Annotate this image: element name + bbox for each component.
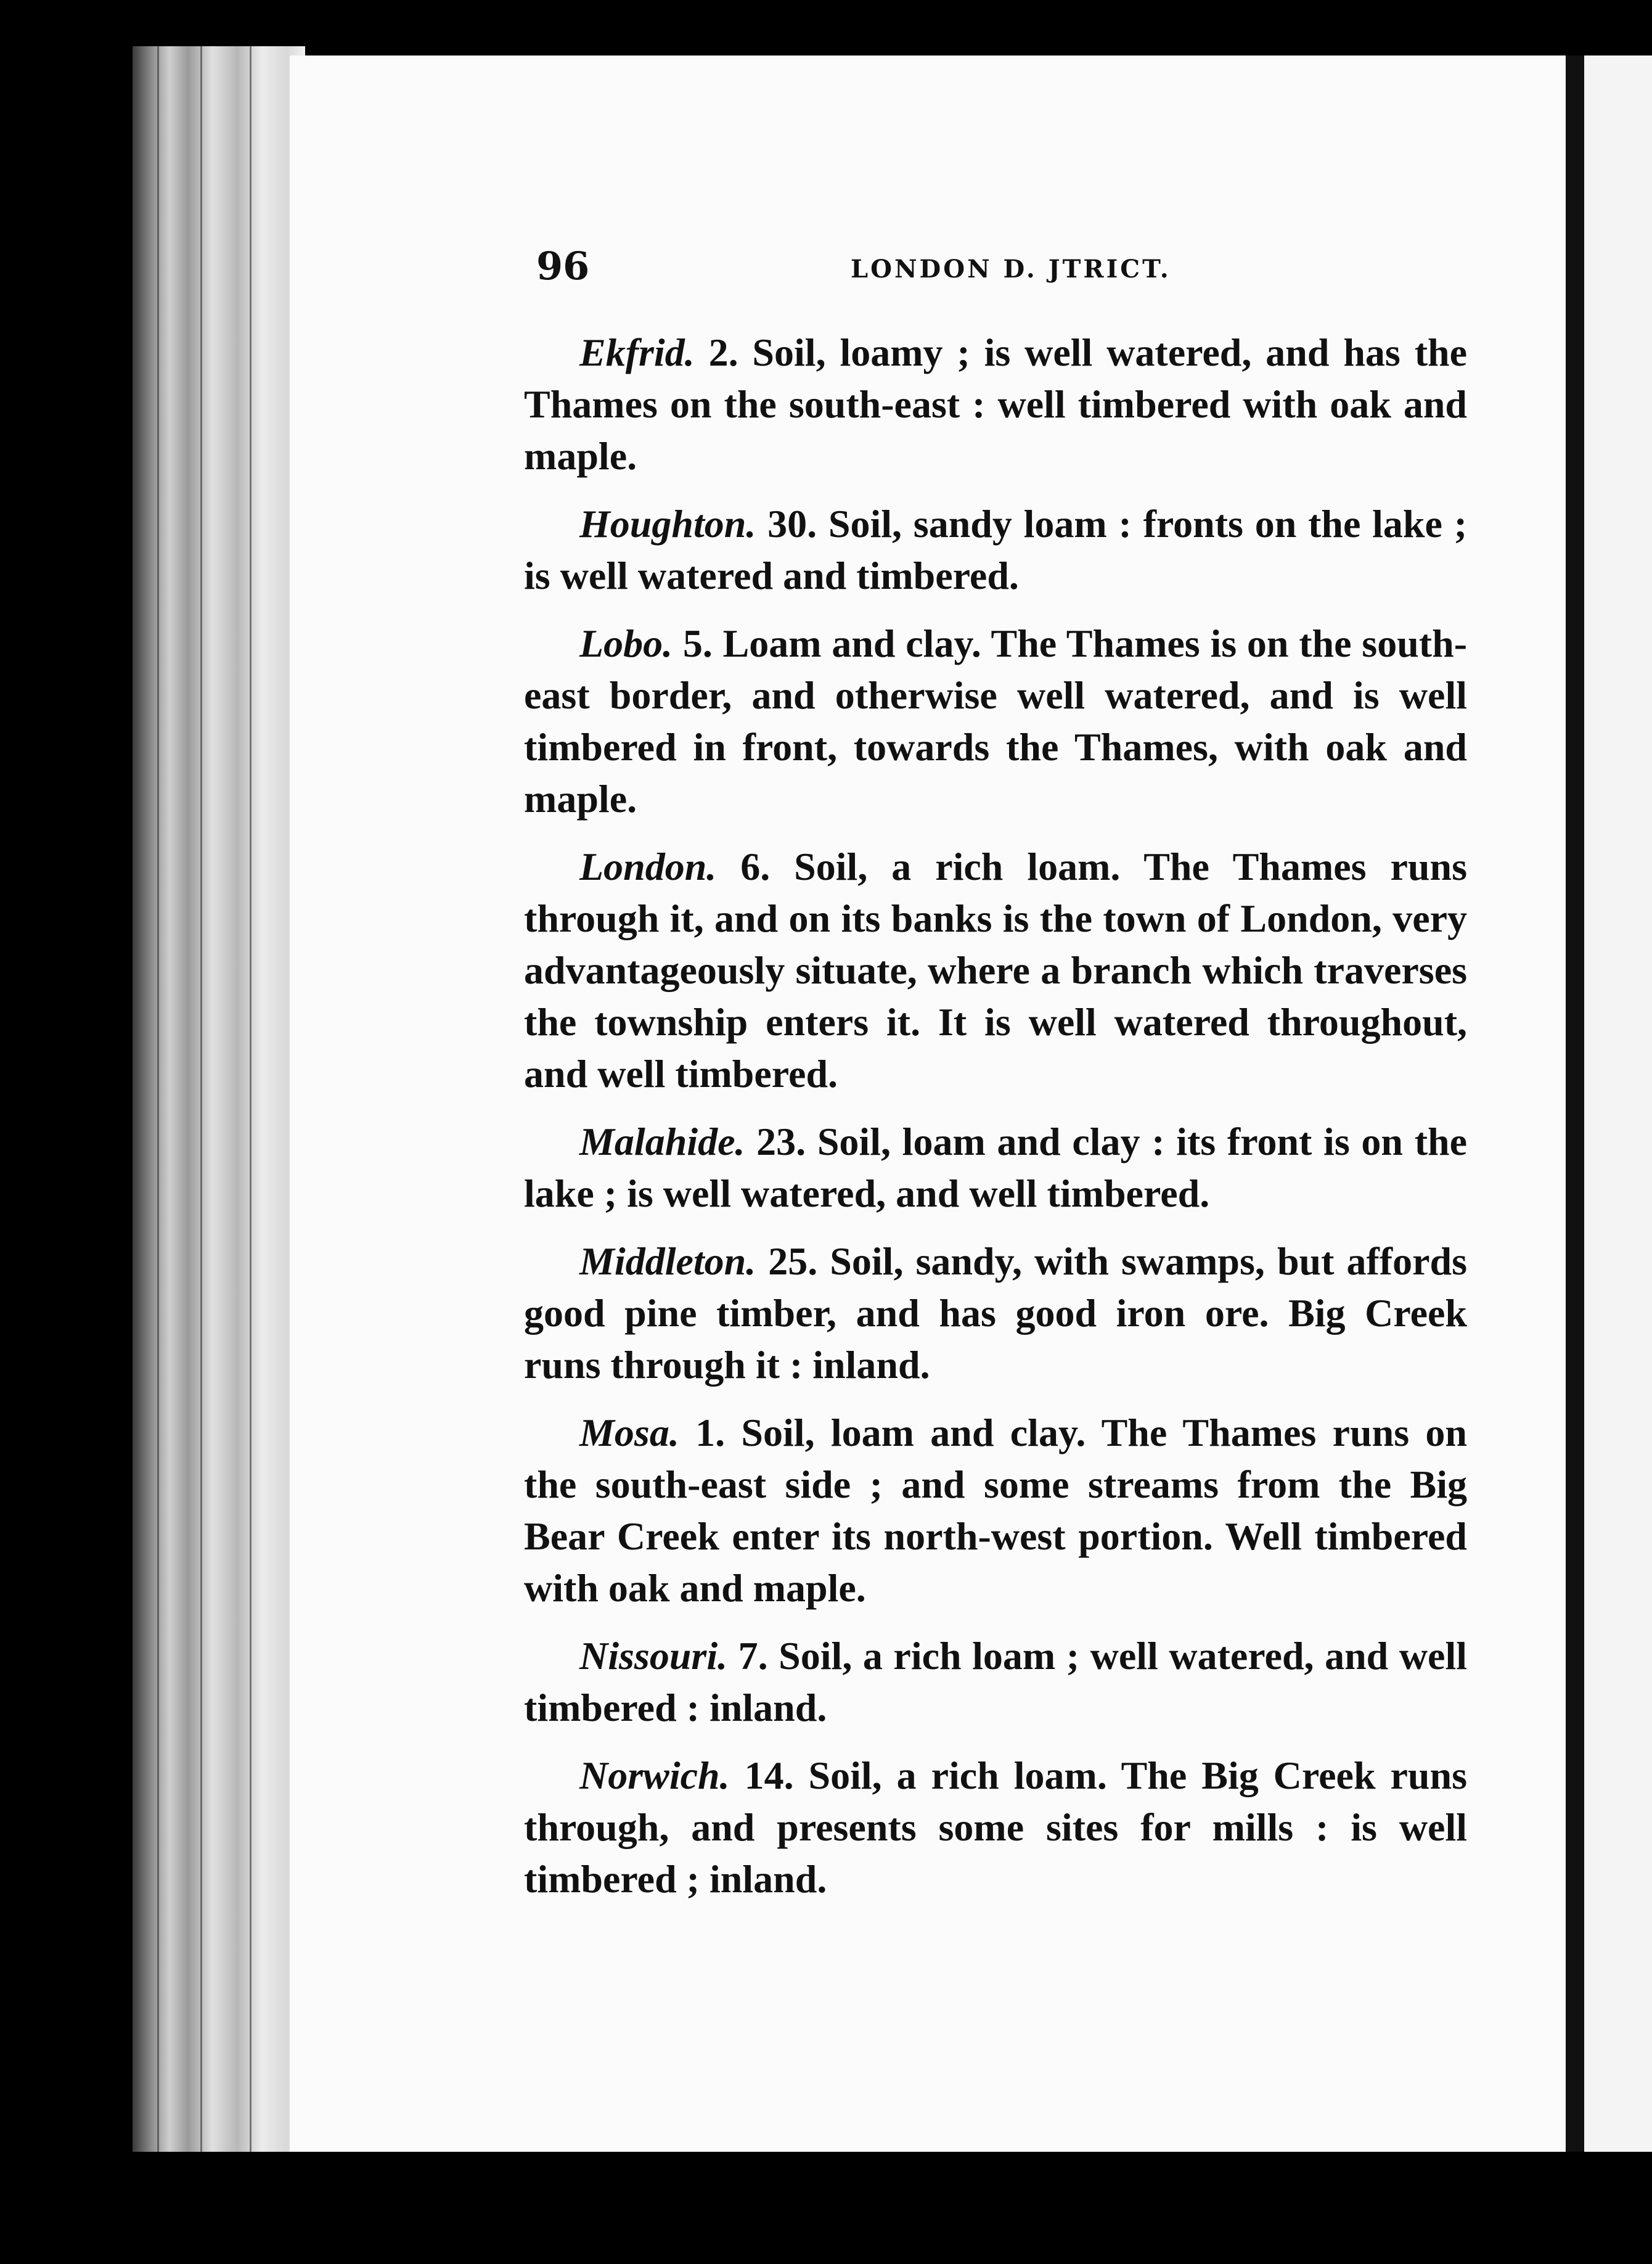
entry-name: Nissouri. [579,1634,728,1678]
running-head: LONDON D. JTRICT. [851,255,1171,284]
entry-norwich [524,1750,1467,1905]
entry-text: 2. Soil, loamy ; is well watered, and has the Thames on the south-east : well timbered with oak and maple. [524,330,1468,478]
entry-text: 6. Soil, a rich loam. The Thames runs through it, and on its banks is the town of London, very advantageously situate, where a branch which traverses the township enters it. It is well watered throughout, and well timbered. [524,845,1467,1096]
entry-name: Houghton. [579,502,756,546]
entry-name: Middleton. [579,1239,756,1283]
page-header [536,244,1208,293]
entry-houghton [524,498,1467,602]
bottom-shadow [133,2152,1652,2264]
entry-name: Ekfrid. [579,330,695,374]
entry-text: 5. Loam and clay. The Thames is on the south-east border, and otherwise well watered, and is well timbered in front, towards the Thames, with oak and maple. [524,621,1468,821]
page-number: 96 [536,244,590,289]
edge-line [250,46,251,2155]
facing-page-edge [1566,55,1652,2164]
entry-name: Malahide. [579,1120,745,1163]
edge-line [157,46,159,2155]
entry-text: 25. Soil, sandy, with swamps, but affords good pine timber, and has good iron ore. Big Creek runs through it : inland. [524,1239,1468,1387]
entry-mosa [524,1407,1467,1614]
entry-text: 14. Soil, a rich loam. The Big Creek runs through, and presents some sites for mills : is well timbered ; inland. [524,1753,1468,1901]
entry-ekfrid [524,327,1467,482]
page-edges [133,46,305,2155]
edge-line [200,46,202,2155]
entry-name: London. [579,845,717,888]
entry-text: 23. Soil, loam and clay : its front is on the lake ; is well watered, and well timbered. [524,1120,1468,1215]
entry-lobo [524,618,1467,825]
entry-text: 1. Soil, loam and clay. The Thames runs on the south-east side ; and some streams from the Big Bear Creek enter its north-west portion. Well timbered with oak and maple. [524,1411,1468,1610]
entry-london [524,841,1467,1100]
township-entries [524,327,1467,1921]
entry-name: Norwich. [579,1753,730,1797]
entry-name: Lobo. [579,621,673,665]
entry-nissouri [524,1630,1467,1734]
entry-text: 7. Soil, a rich loam ; well watered, and well timbered : inland. [524,1634,1468,1729]
entry-middleton [524,1236,1467,1391]
entry-name: Mosa. [579,1411,679,1454]
entry-text: 30. Soil, sandy loam : fronts on the lake ; is well watered and timbered. [524,502,1468,597]
entry-malahide [524,1116,1467,1220]
